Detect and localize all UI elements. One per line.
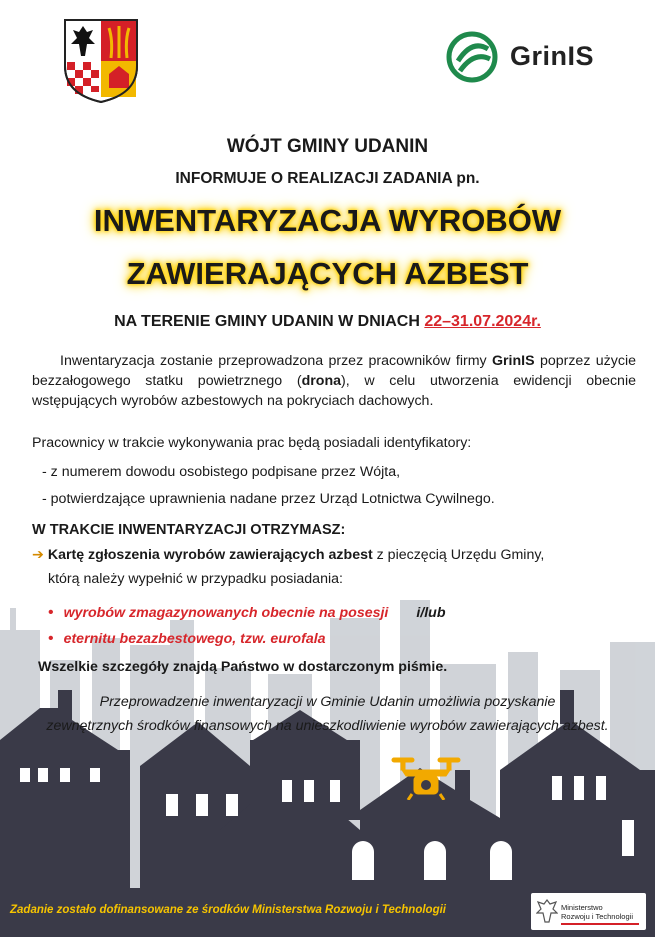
area-prefix: NA TERENIE GMINY UDANIN W DNIACH: [114, 313, 425, 330]
bullet-dot-icon: •: [48, 604, 54, 621]
announcement-subheading: INFORMUJE O REALIZACJI ZADANIA pn.: [175, 170, 480, 187]
intro-company: GrinIS: [492, 353, 535, 369]
title-line-2: ZAWIERAJĄCYCH AZBEST: [126, 256, 529, 291]
polish-eagle-emblem-icon: [536, 898, 558, 929]
ministry-line-2: Rozwoju i Technologii: [561, 912, 633, 921]
bullet-dot-icon: •: [48, 630, 54, 647]
bullet-text-2: eternitu bezazbestowego, tzw. eurofala: [63, 631, 326, 647]
bullet-item-1: [48, 603, 446, 623]
card-rest: z pieczęcią Urzędu Gminy,: [372, 547, 545, 563]
title-line-1: INWENTARYZACJA WYROBÓW: [93, 203, 562, 238]
ids-item-2: - potwierdzające uprawnienia nadane przez Urząd Lotnictwa Cywilnego.: [42, 491, 495, 507]
date-range: 22–31.07.2024r.: [424, 313, 541, 330]
intro-drone: drona: [301, 373, 342, 389]
intro-text-b: poprzez użycie bezzałogowego statku powietrznego (: [32, 353, 636, 389]
arrow-right-icon: ➔: [32, 547, 44, 563]
ministry-logo: [531, 893, 646, 930]
ids-item-1: - z numerem dowodu osobistego podpisane przez Wójta,: [42, 464, 401, 480]
bullet-suffix: i/lub: [416, 605, 446, 621]
ministry-divider: [561, 923, 639, 925]
area-and-dates: [0, 313, 655, 331]
bullet-text-1: wyrobów zmagazynowanych obecnie na posesji: [63, 605, 389, 621]
intro-text-c: ), w celu utworzenia ewidencji obecnie wstępujących wyrobów azbestowych na pokryciach dachowych.: [32, 373, 636, 409]
card-title: Kartę zgłoszenia wyrobów zawierających azbest: [47, 547, 373, 563]
bullet-item-2: [48, 629, 326, 649]
details-note: Wszelkie szczegóły znajdą Państwo w dostarczonym piśmie.: [38, 659, 448, 675]
drone-icon: [390, 752, 462, 800]
coat-of-arms-icon: [63, 18, 139, 104]
announcement-heading: WÓJT GMINY UDANIN: [226, 136, 429, 157]
grinis-leaf-icon: [446, 31, 498, 88]
closing-line-2: zewnętrznych środków finansowych na unieszkodliwienie wyrobów zawierających azbest.: [46, 718, 609, 734]
company-name: GrinIS: [510, 41, 595, 71]
card-line-2: którą należy wypełnić w przypadku posiadania:: [48, 571, 343, 587]
card-line-1: [32, 545, 642, 565]
closing-line-1: Przeprowadzenie inwentaryzacji w Gminie Udanin umożliwia pozyskanie: [99, 694, 556, 710]
intro-text-a: Inwentaryzacja zostanie przeprowadzona przez pracowników firmy: [60, 353, 492, 369]
funding-note: Zadanie zostało dofinansowane ze środków Ministerstwa Rozwoju i Technologii: [10, 904, 446, 916]
ids-intro: Pracownicy w trakcie wykonywania prac będą posiadali identyfikatory:: [32, 435, 472, 451]
receive-heading: W TRAKCIE INWENTARYZACJI OTRZYMASZ:: [32, 522, 346, 538]
company-logo: [446, 31, 606, 83]
ministry-line-1: Ministerstwo: [561, 903, 603, 912]
intro-paragraph: [32, 351, 636, 411]
